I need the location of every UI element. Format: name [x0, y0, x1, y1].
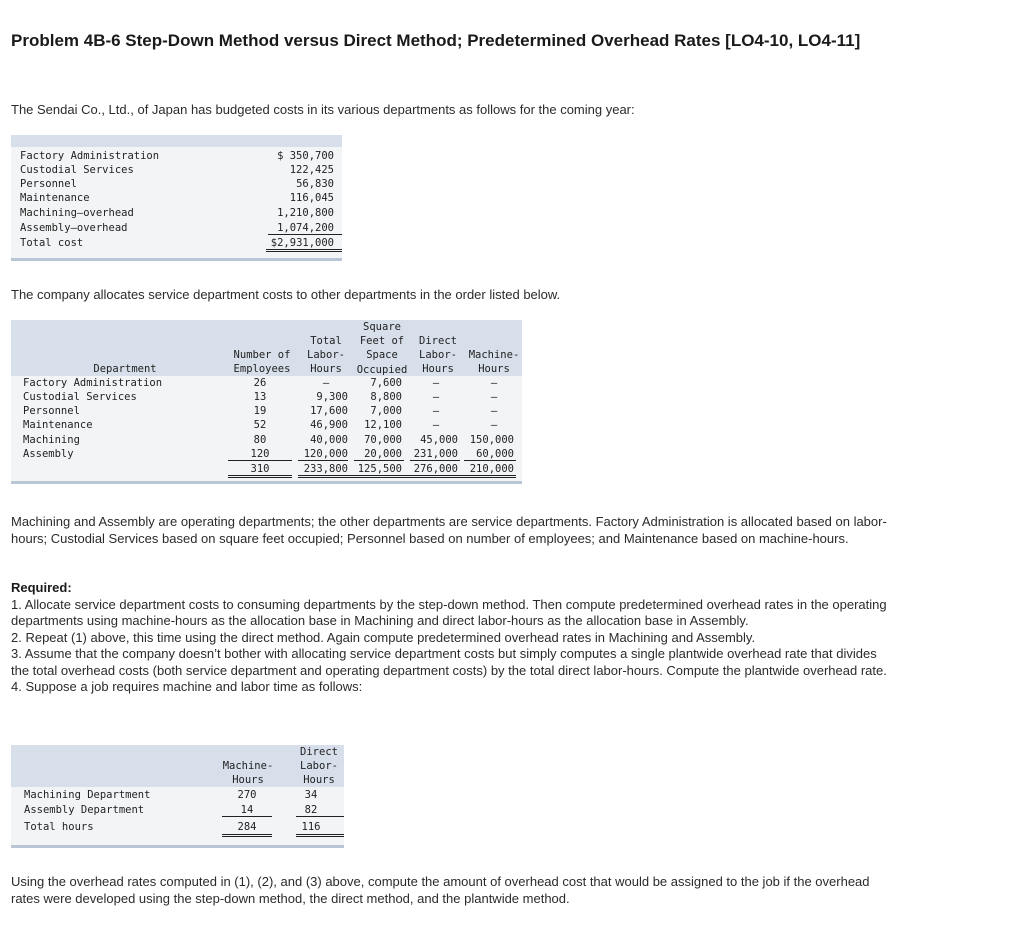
total-machine-hours: 284 — [237, 821, 257, 833]
budget-row-label: Custodial Services — [20, 164, 134, 176]
required-item-2: 2. Repeat (1) above, this time using the direct method. Again compute predetermined overhead rates in Machining and Assembly. — [11, 629, 756, 645]
table-row-label: Total hours — [24, 821, 94, 833]
table-cell-direct-labor: – — [432, 391, 440, 403]
table-cell-direct-labor: 231,000 — [413, 448, 458, 460]
table-row-department: Personnel — [23, 405, 80, 417]
required-section — [11, 580, 891, 696]
budget-row-label: Personnel — [20, 178, 77, 190]
operating-note: Machining and Assembly are operating departments; the other departments are service departments. Factory Administration is allocated based on labor-hours; Custodial Services based on square feet occupied; Personnel based on number of employees; and Maintenance based on machine-hours. — [11, 514, 887, 546]
table-cell-employees: 80 — [253, 434, 267, 446]
required-item-4: 4. Suppose a job requires machine and labor time as follows: — [11, 679, 363, 694]
table-cell-square-feet: 7,600 — [370, 377, 402, 389]
table-cell-square-feet: 7,000 — [370, 405, 402, 417]
table-cell-employees: 120 — [250, 448, 270, 460]
budget-total-value: $2,931,000 — [270, 237, 334, 249]
table-cell-machine-hours: – — [490, 377, 498, 389]
required-item-1: 1. Allocate service department costs to consuming departments by the step-down method. Then compute predetermined overhead rates in the operating departments using machine-hours as the allocation base in Machining and direct labor-hours as the allocation base in Assembly. — [11, 596, 887, 628]
budget-row-value: $ 350,700 — [277, 150, 334, 162]
closing-text: Using the overhead rates computed in (1), (2), and (3) above, compute the amount of overhead cost that would be assigned to the job if the overhead rates were developed using the step-down method, the direct method, and the plantwide method. — [11, 874, 870, 906]
total-square-feet: 125,500 — [357, 463, 402, 475]
budget-row-value: 116,045 — [289, 192, 334, 204]
budget-row-label: Factory Administration — [20, 150, 160, 162]
table-cell-machine-hours: 150,000 — [469, 434, 514, 446]
header-direct-labor: Direct Labor- Hours — [419, 335, 457, 376]
header-direct-labor-hours: Direct Labor- Hours — [300, 746, 338, 787]
table-cell-square-feet: 70,000 — [364, 434, 402, 446]
required-heading: Required: — [11, 580, 72, 595]
table-cell-direct-labor: – — [432, 419, 440, 431]
header-square-feet: Square Feet of Space Occupied — [356, 321, 408, 376]
header-machine-hours: Machine- Hours — [222, 760, 274, 787]
table-cell-employees: 13 — [253, 391, 267, 403]
intro-text: The Sendai Co., Ltd., of Japan has budgeted costs in its various departments as follows for the coming year: — [11, 102, 635, 117]
budget-row-value: 1,074,200 — [277, 222, 334, 234]
table-row-department: Maintenance — [23, 419, 93, 431]
table-cell-square-feet: 8,800 — [370, 391, 402, 403]
table-cell-square-feet: 12,100 — [364, 419, 402, 431]
budget-row-label: Machining—overhead — [20, 207, 134, 219]
table-row-department: Assembly — [23, 448, 74, 460]
table-cell-direct-labor: 34 — [304, 789, 318, 801]
header-department: Department — [93, 363, 157, 375]
budget-total-label: Total cost — [20, 237, 84, 249]
table-cell-employees: 26 — [253, 377, 267, 389]
table-cell-direct-labor: 45,000 — [420, 434, 458, 446]
header-employees: Number of Employees — [233, 349, 291, 376]
table-cell-direct-labor: – — [432, 377, 440, 389]
table-cell-machine-hours: 14 — [240, 804, 254, 816]
table-cell-machine-hours: – — [490, 405, 498, 417]
total-direct-labor: 116 — [301, 821, 321, 833]
table-cell-direct-labor: – — [432, 405, 440, 417]
table-cell-labor-hours: 9,300 — [316, 391, 348, 403]
table-cell-direct-labor: 82 — [304, 804, 318, 816]
table-cell-labor-hours: 46,900 — [310, 419, 348, 431]
table-cell-labor-hours: 40,000 — [310, 434, 348, 446]
table-cell-labor-hours: 17,600 — [310, 405, 348, 417]
table-cell-labor-hours: – — [322, 377, 330, 389]
table-cell-machine-hours: – — [490, 419, 498, 431]
budget-row-value: 122,425 — [289, 164, 334, 176]
budget-row-value: 1,210,800 — [277, 207, 334, 219]
table-cell-machine-hours: 270 — [237, 789, 257, 801]
table-cell-square-feet: 20,000 — [364, 448, 402, 460]
budget-row-label: Assembly—overhead — [20, 222, 128, 234]
total-labor-hours: 233,800 — [303, 463, 348, 475]
allocation-intro: The company allocates service department costs to other departments in the order listed below. — [11, 287, 561, 302]
table-row-label: Assembly Department — [24, 804, 145, 816]
total-direct-labor: 276,000 — [413, 463, 458, 475]
table-cell-machine-hours: 60,000 — [476, 448, 514, 460]
required-item-3: 3. Assume that the company doesn’t bother with allocating service department costs but simply computes a single plantwide overhead rate that divides the total overhead costs (both service department and operating department costs) by the total direct labor-hours. Compute the plantwide overhead rate. — [11, 646, 887, 678]
budget-row-label: Maintenance — [20, 192, 90, 204]
header-machine-hours: Machine- Hours — [468, 349, 520, 376]
budget-row-value: 56,830 — [296, 178, 334, 190]
page-title: Problem 4B-6 Step-Down Method versus Direct Method; Predetermined Overhead Rates [LO4-10, LO4-11] — [11, 31, 861, 50]
total-employees: 310 — [250, 463, 270, 475]
header-labor-hours: Total Labor- Hours — [307, 335, 345, 376]
table-row-department: Factory Administration — [23, 377, 163, 389]
table-row-department: Custodial Services — [23, 391, 137, 403]
table-cell-employees: 52 — [253, 419, 267, 431]
total-machine-hours: 210,000 — [469, 463, 514, 475]
table-cell-machine-hours: – — [490, 391, 498, 403]
table-row-label: Machining Department — [24, 789, 151, 801]
table-cell-labor-hours: 120,000 — [303, 448, 348, 460]
table-row-department: Machining — [23, 434, 80, 446]
table-cell-employees: 19 — [253, 405, 267, 417]
